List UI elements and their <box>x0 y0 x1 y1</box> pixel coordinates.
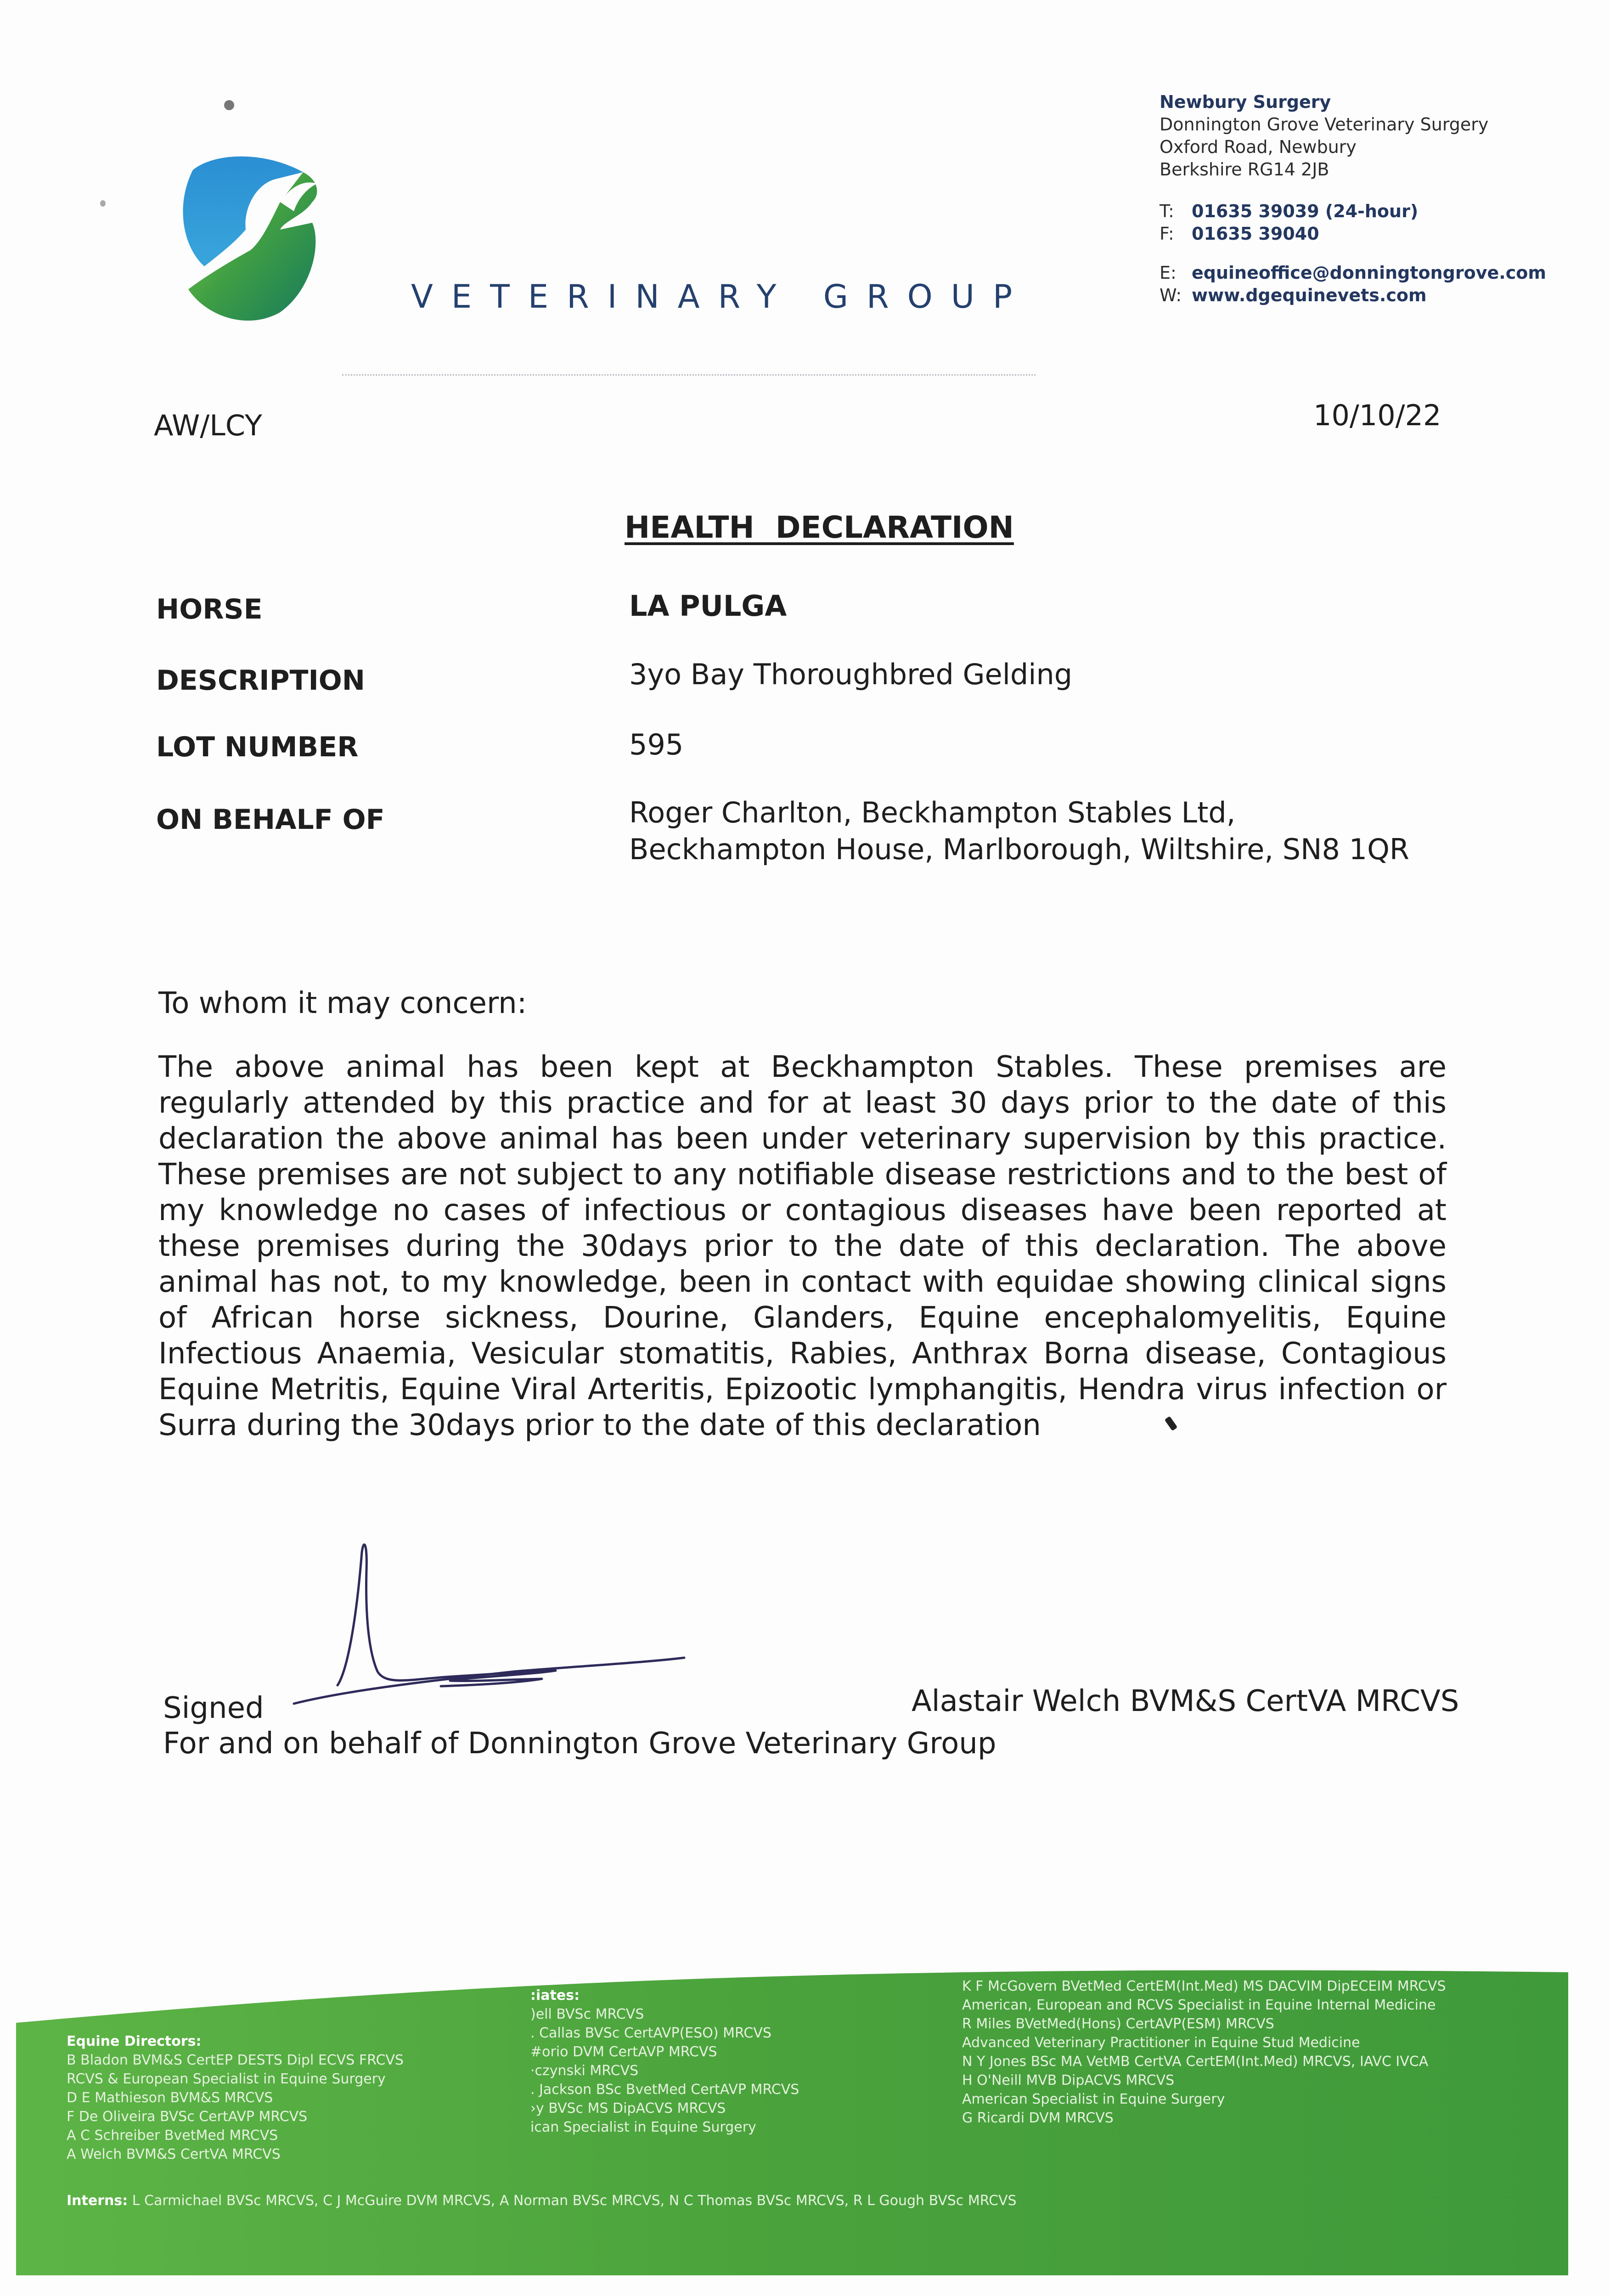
reference-code: AW/LCY <box>154 409 262 442</box>
directors-heading: Equine Directors: <box>67 2033 202 2049</box>
directors-column <box>67 2032 404 2164</box>
phone-row <box>1160 200 1600 223</box>
address-line-2: Oxford Road, Newbury <box>1160 137 1357 157</box>
associate-line: . Jackson BSc BvetMed CertAVP MRCVS <box>530 2082 799 2098</box>
director-line: F De Oliveira BVSc CertAVP MRCVS <box>67 2109 308 2125</box>
associate-line: #orio DVM CertAVP MRCVS <box>530 2044 717 2060</box>
associate-line: ›y BVSc MS DipACVS MRCVS <box>530 2100 726 2116</box>
horse-label: HORSE <box>156 593 263 625</box>
signer-name: Alastair Welch BVM&S CertVA MRCVS <box>912 1684 1459 1718</box>
on-behalf-line-1: Roger Charlton, Beckhampton Stables Ltd, <box>629 796 1236 829</box>
interns-line <box>67 2193 1017 2209</box>
horse-value: LA PULGA <box>629 589 787 623</box>
vet-line: Advanced Veterinary Practitioner in Equine Stud Medicine <box>962 2035 1360 2051</box>
website-link[interactable]: www.dgequinevets.com <box>1192 285 1427 305</box>
associate-line: . Callas BVSc CertAVP(ESO) MRCVS <box>530 2025 771 2041</box>
fax-row <box>1160 223 1600 245</box>
description-value: 3yo Bay Thoroughbred Gelding <box>629 658 1073 691</box>
signature-image <box>257 1534 716 1717</box>
brand-wordmark: VETERINARY GROUP <box>411 278 1031 315</box>
director-line: A Welch BVM&S CertVA MRCVS <box>67 2146 281 2162</box>
associate-line: )ell BVSc MRCVS <box>530 2006 644 2022</box>
contact-block <box>1160 91 1600 307</box>
vets-column <box>962 1977 1446 2127</box>
vet-line: G Ricardi DVM MRCVS <box>962 2110 1114 2126</box>
header-divider <box>342 374 1036 376</box>
on-behalf-line-2: Beckhampton House, Marlborough, Wiltshire, SN8 1QR <box>629 833 1410 866</box>
director-line: B Bladon BVM&S CertEP DESTS Dipl ECVS FRCVS <box>67 2052 404 2068</box>
vet-line: American Specialist in Equine Surgery <box>962 2091 1225 2107</box>
director-line: A C Schreiber BvetMed MRCVS <box>67 2127 278 2144</box>
email-row <box>1160 262 1600 284</box>
address-line-1: Donnington Grove Veterinary Surgery <box>1160 114 1489 135</box>
web-row <box>1160 284 1600 307</box>
vet-line: N Y Jones BSc MA VetMB CertVA CertEM(Int.Med) MRCVS, IAVC IVCA <box>962 2054 1429 2070</box>
fax-label: F: <box>1160 224 1174 244</box>
scan-speck <box>100 200 106 207</box>
surgery-name: Newbury Surgery <box>1160 92 1331 112</box>
horse-head-globe-icon <box>165 152 340 326</box>
phone-label: T: <box>1160 201 1174 221</box>
vet-line: K F McGovern BVetMed CertEM(Int.Med) MS DACVIM DipECEIM MRCVS <box>962 1978 1446 1994</box>
fax-number: 01635 39040 <box>1192 224 1319 244</box>
lot-number-label: LOT NUMBER <box>156 731 359 763</box>
associate-line: ican Specialist in Equine Surgery <box>530 2119 756 2135</box>
address-line-3: Berkshire RG14 2JB <box>1160 159 1329 180</box>
signed-label: Signed <box>163 1691 264 1725</box>
on-behalf-label: ON BEHALF OF <box>156 804 385 836</box>
salutation: To whom it may concern: <box>158 986 527 1020</box>
vet-line: American, European and RCVS Specialist in Equine Internal Medicine <box>962 1997 1436 2013</box>
declaration-body: The above animal has been kept at Beckhampton Stables. These premises are regularly attended by this practice and for at least 30 days prior to the date of this declaration the above animal has been under veterinary supervision by this practice. These premises are not subject to any notifiable disease restrictions and to the best of my knowledge no cases of infectious or contagious diseases have been reported at these premises during the 30days prior to the date of this declaration. The above animal has not, to my knowledge, been in contact with equidae showing clinical signs of African horse sickness, Dourine, Glanders, Equine encephalomyelitis, Equine Infectious Anaemia, Vesicular stomatitis, Rabies, Anthrax Borna disease, Contagious Equine Metritis, Equine Viral Arteritis, Epizootic lymphangitis, Hendra virus infection or Surra during the 30days prior to the date of this declaration <box>158 1050 1447 1442</box>
email-link[interactable]: equineoffice@donningtongrove.com <box>1192 263 1546 283</box>
director-line: RCVS & European Specialist in Equine Surgery <box>67 2071 386 2087</box>
page-title: HEALTH DECLARATION <box>625 510 1014 545</box>
interns-label: Interns: <box>67 2193 128 2209</box>
director-line: D E Mathieson BVM&S MRCVS <box>67 2090 273 2106</box>
vet-line: R Miles BVetMed(Hons) CertAVP(ESM) MRCVS <box>962 2016 1274 2032</box>
on-behalf-statement: For and on behalf of Donnington Grove Veterinary Group <box>163 1727 996 1761</box>
footer-banner <box>16 1954 1568 2275</box>
web-label: W: <box>1160 285 1182 305</box>
email-label: E: <box>1160 263 1177 283</box>
letter-date: 10/10/22 <box>1313 399 1441 432</box>
associates-heading: :iates: <box>530 1987 580 2003</box>
scan-speck <box>224 100 234 110</box>
associates-column <box>530 1986 799 2137</box>
associate-line: ·czynski MRCVS <box>530 2063 639 2079</box>
vet-line: H O'Neill MVB DipACVS MRCVS <box>962 2072 1175 2088</box>
description-label: DESCRIPTION <box>156 664 366 697</box>
interns-names: L Carmichael BVSc MRCVS, C J McGuire DVM MRCVS, A Norman BVSc MRCVS, N C Thomas BVSc MRCVS, R L Gough BVSc MRCVS <box>132 2193 1017 2209</box>
lot-number-value: 595 <box>629 728 684 761</box>
phone-number: 01635 39039 (24-hour) <box>1192 201 1419 221</box>
